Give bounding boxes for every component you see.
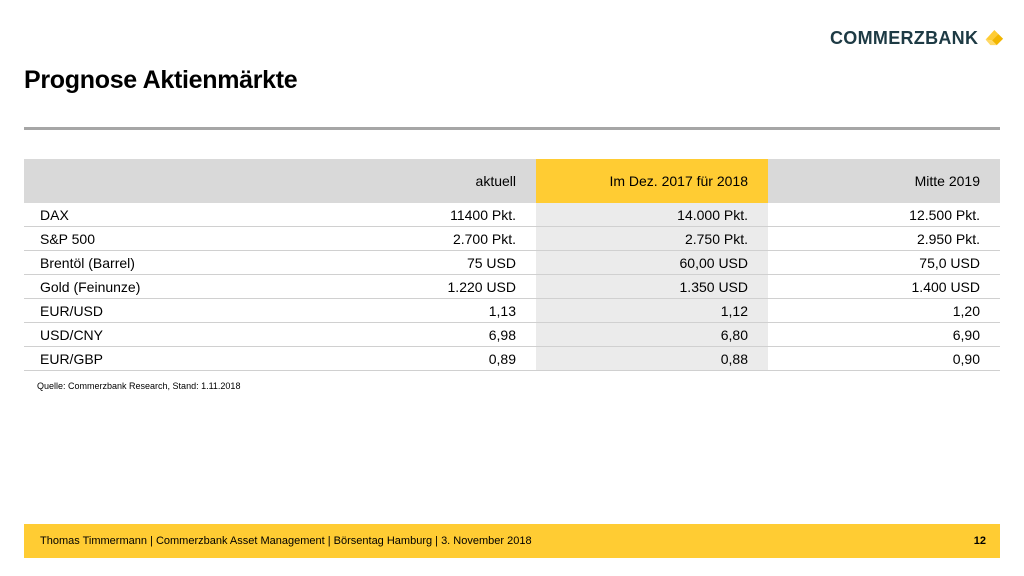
page-number: 12 — [973, 535, 986, 547]
footer-bar — [24, 524, 1000, 558]
table-row — [24, 275, 1000, 299]
row-label: Gold (Feinunze) — [24, 275, 144, 299]
cell-aktuell: 6,98 — [144, 323, 536, 347]
row-label: EUR/USD — [24, 299, 144, 323]
table-row — [24, 227, 1000, 251]
cell-dez-2017: 14.000 Pkt. — [536, 203, 768, 227]
cell-dez-2017: 6,80 — [536, 323, 768, 347]
table-row — [24, 251, 1000, 275]
row-label: DAX — [24, 203, 144, 227]
cell-aktuell: 11400 Pkt. — [144, 203, 536, 227]
header-dez-2017: Im Dez. 2017 für 2018 — [536, 159, 768, 203]
cell-dez-2017: 60,00 USD — [536, 251, 768, 275]
footer-text: Thomas Timmermann | Commerzbank Asset Management | Börsentag Hamburg | 3. November 2018 — [40, 535, 532, 547]
forecast-table — [24, 159, 1000, 371]
cell-mitte-2019: 6,90 — [768, 323, 1000, 347]
table-row — [24, 203, 1000, 227]
cell-aktuell: 2.700 Pkt. — [144, 227, 536, 251]
cell-mitte-2019: 2.950 Pkt. — [768, 227, 1000, 251]
row-label: EUR/GBP — [24, 347, 144, 371]
table-row — [24, 323, 1000, 347]
row-label: Brentöl (Barrel) — [24, 251, 144, 275]
cell-dez-2017: 0,88 — [536, 347, 768, 371]
cell-aktuell: 1,13 — [144, 299, 536, 323]
source-note: Quelle: Commerzbank Research, Stand: 1.11.2018 — [37, 381, 241, 391]
table-header-row — [24, 159, 1000, 203]
cell-dez-2017: 1.350 USD — [536, 275, 768, 299]
table-row — [24, 347, 1000, 371]
page-title: Prognose Aktienmärkte — [24, 66, 298, 94]
title-divider — [24, 127, 1000, 130]
cell-aktuell: 0,89 — [144, 347, 536, 371]
cell-aktuell: 1.220 USD — [144, 275, 536, 299]
cell-mitte-2019: 75,0 USD — [768, 251, 1000, 275]
cell-dez-2017: 1,12 — [536, 299, 768, 323]
cell-mitte-2019: 1.400 USD — [768, 275, 1000, 299]
logo-wordmark: COMMERZBANK — [830, 27, 979, 48]
commerzbank-ribbon-icon — [984, 26, 1005, 50]
cell-dez-2017: 2.750 Pkt. — [536, 227, 768, 251]
row-label: S&P 500 — [24, 227, 144, 251]
table-row — [24, 299, 1000, 323]
cell-aktuell: 75 USD — [144, 251, 536, 275]
header-blank — [24, 159, 144, 203]
header-aktuell: aktuell — [144, 159, 536, 203]
cell-mitte-2019: 1,20 — [768, 299, 1000, 323]
header-mitte-2019: Mitte 2019 — [768, 159, 1000, 203]
cell-mitte-2019: 0,90 — [768, 347, 1000, 371]
commerzbank-logo — [830, 26, 1005, 50]
cell-mitte-2019: 12.500 Pkt. — [768, 203, 1000, 227]
row-label: USD/CNY — [24, 323, 144, 347]
